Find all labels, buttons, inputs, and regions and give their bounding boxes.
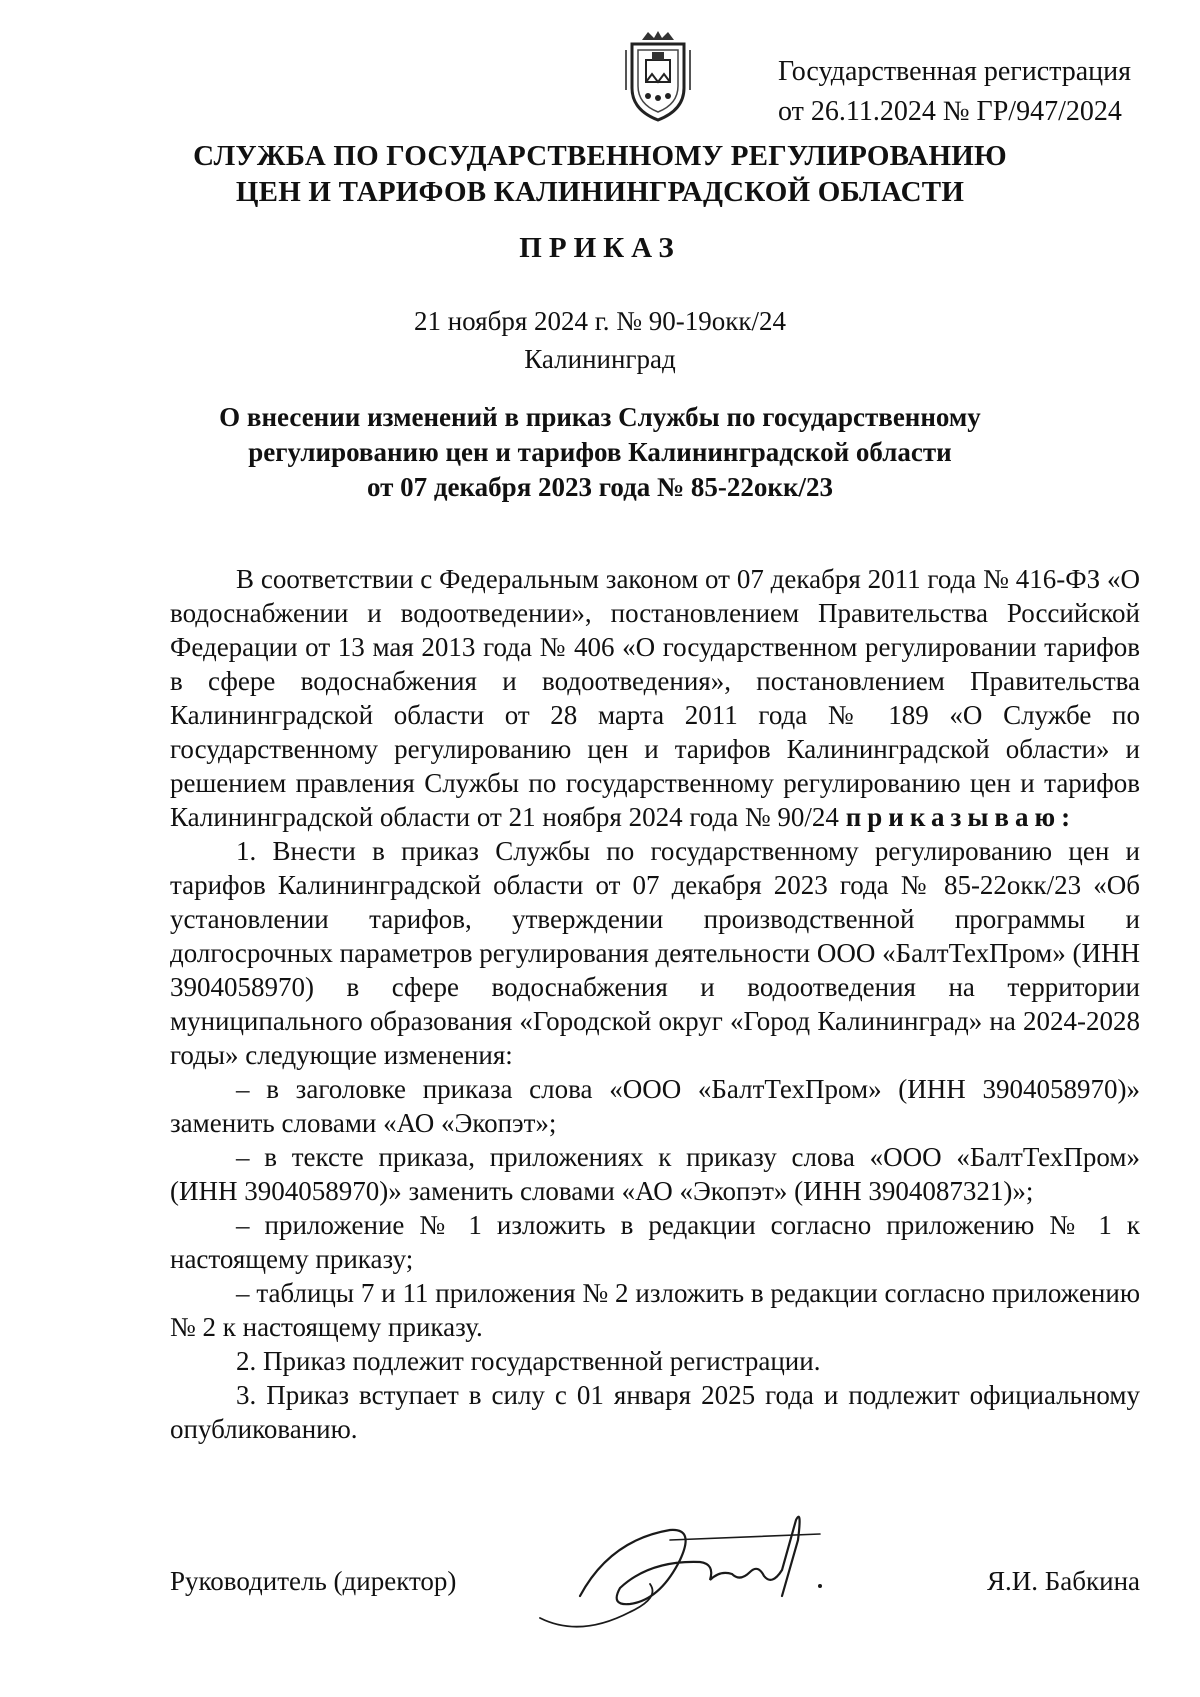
item-1-change-3: – приложение № 1 изложить в редакции согласно приложению № 1 к настоящему приказу;: [170, 1210, 1140, 1274]
handwritten-signature-icon: [520, 1500, 860, 1640]
item-1-change-4: – таблицы 7 и 11 приложения № 2 изложить в редакции согласно приложению № 2 к настоящему приказу.: [170, 1278, 1140, 1342]
order-meta: [0, 302, 1200, 378]
item-3: 3. Приказ вступает в силу с 01 января 2025 года и подлежит официальному опубликованию.: [170, 1380, 1140, 1444]
preamble-paragraph: [170, 562, 1140, 834]
order-title: ПРИКАЗ: [519, 232, 681, 264]
decree-word: приказываю:: [845, 802, 1077, 832]
order-date-number: 21 ноября 2024 г. № 90-19окк/24: [413, 306, 787, 336]
item-2: 2. Приказ подлежит государственной регистрации.: [236, 1346, 821, 1376]
organization-line-2: ЦЕН И ТАРИФОВ КАЛИНИНГРАДСКОЙ ОБЛАСТИ: [235, 176, 965, 208]
signatory-name: Я.И. Бабкина: [987, 1566, 1140, 1596]
subject-line-1: О внесении изменений в приказ Службы по государственному: [219, 402, 981, 432]
item-1-change-2: – в тексте приказа, приложениях к приказу слова «ООО «БалтТехПром» (ИНН 3904058970)» заменить словами «АО «Экопэт» (ИНН 3904087321)»;: [170, 1142, 1140, 1206]
preamble-text: В соответствии с Федеральным законом от 07 декабря 2011 года № 416-ФЗ «О водоснабжении и водоотведении», постановлением Правительства Российской Федерации от 13 мая 2013 года № 406 «О государственном регулировании тарифов в сфере водоснабжения и водоотведения», постановлением Правительства Калининградской области от 28 марта 2011 года № 189 «О Службе по государственному регулированию цен и тарифов Калининградской области» и решением правления Службы по государственному регулированию цен и тарифов Калининградской области от 21 ноября 2024 года № 90/24: [170, 564, 1140, 832]
coat-of-arms-icon: [622, 30, 694, 122]
order-subject: [0, 400, 1200, 505]
signatory-role: Руководитель (директор): [170, 1566, 457, 1596]
item-1-change-1: – в заголовке приказа слова «ООО «БалтТехПром» (ИНН 3904058970)» заменить словами «АО «Экопэт»;: [170, 1074, 1140, 1138]
registration-line-1: Государственная регистрация: [778, 56, 1131, 87]
organization-line-1: СЛУЖБА ПО ГОСУДАРСТВЕННОМУ РЕГУЛИРОВАНИЮ: [193, 140, 1007, 172]
organization-name: [0, 138, 1200, 210]
order-body: [170, 562, 1140, 1446]
subject-line-2: регулированию цен и тарифов Калининградской области: [248, 437, 952, 467]
item-1: 1. Внести в приказ Службы по государственному регулированию цен и тарифов Калининградской области от 07 декабря 2023 года № 85-22окк/23 «Об установлении тарифов, утверждении производственной программы и долгосрочных параметров регулирования деятельности ООО «БалтТехПром» (ИНН 3904058970) в сфере водоснабжения и водоотведения на территории муниципального образования «Городской округ «Город Калининград» на 2024-2028 годы» следующие изменения:: [170, 836, 1140, 1070]
registration-stamp: [778, 52, 1138, 132]
subject-line-3: от 07 декабря 2023 года № 85-22окк/23: [366, 472, 834, 502]
order-city: Калининград: [524, 344, 676, 374]
registration-line-2: от 26.11.2024 № ГР/947/2024: [778, 96, 1122, 127]
